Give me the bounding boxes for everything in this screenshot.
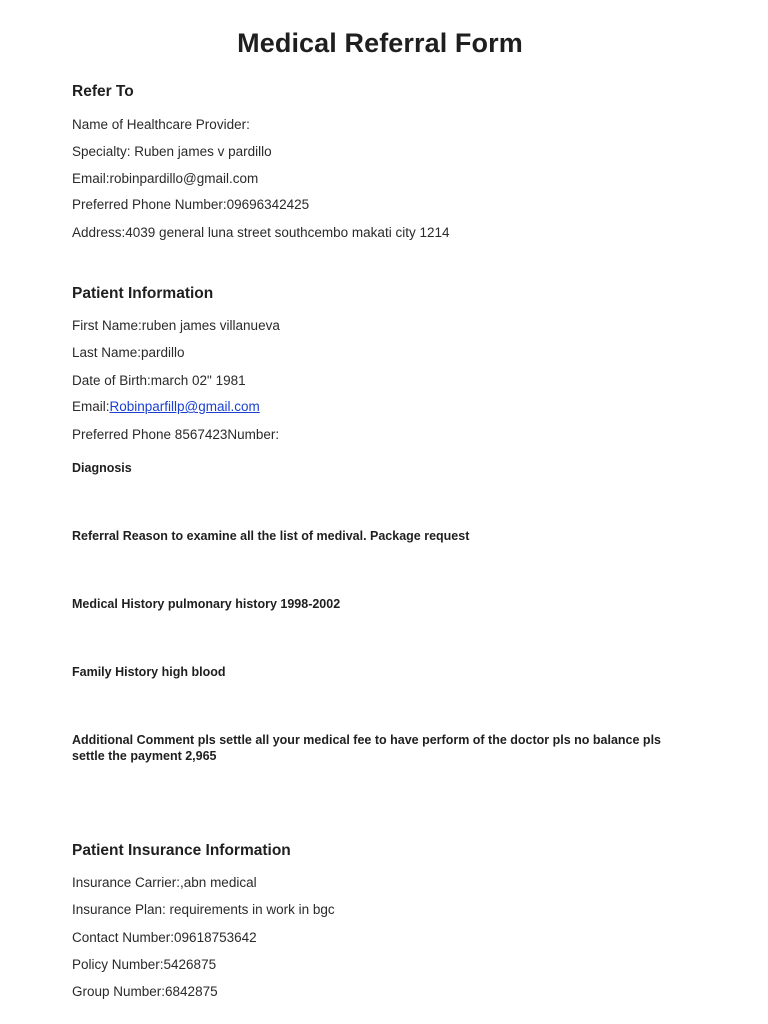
provider-phone-field: Preferred Phone Number:09696342425 [72, 197, 310, 212]
provider-address-field: Address:4039 general luna street southcembo makati city 1214 [72, 225, 450, 240]
first-name-field: First Name:ruben james villanueva [72, 318, 280, 333]
insurance-plan-field: Insurance Plan: requirements in work in bgc [72, 902, 335, 917]
dob-field: Date of Birth:march 02" 1981 [72, 373, 246, 388]
form-title: Medical Referral Form [237, 28, 523, 58]
patient-phone-field: Preferred Phone 8567423Number: [72, 427, 280, 442]
provider-email-field: Email:robinpardillo@gmail.com [72, 171, 259, 186]
specialty-field: Specialty: Ruben james v pardillo [72, 144, 272, 159]
insurance-carrier-field: Insurance Carrier:,abn medical [72, 875, 257, 890]
contact-number-field: Contact Number:09618753642 [72, 930, 257, 945]
last-name-field: Last Name:pardillo [72, 345, 185, 360]
group-number-field: Group Number:6842875 [72, 984, 218, 999]
insurance-heading: Patient Insurance Information [72, 842, 291, 859]
medical-history-field: Medical History pulmonary history 1998-2002 [72, 597, 341, 611]
patient-email-label: Email: [72, 399, 110, 414]
additional-comment-field: Additional Comment pls settle all your medical fee to have perform of the doctor pls no balance pls settle the payment 2,965 [72, 733, 661, 763]
provider-name-field: Name of Healthcare Provider: [72, 117, 250, 132]
refer-to-heading: Refer To [72, 83, 134, 100]
patient-email-field [72, 399, 260, 414]
patient-email-link[interactable]: Robinparfillp@gmail.com [109, 399, 260, 414]
family-history-field: Family History high blood [72, 665, 226, 679]
referral-reason-field: Referral Reason to examine all the list of medival. Package request [72, 529, 470, 543]
policy-number-field: Policy Number:5426875 [72, 957, 217, 972]
patient-info-heading: Patient Information [72, 285, 214, 302]
diagnosis-field: Diagnosis [72, 461, 132, 475]
